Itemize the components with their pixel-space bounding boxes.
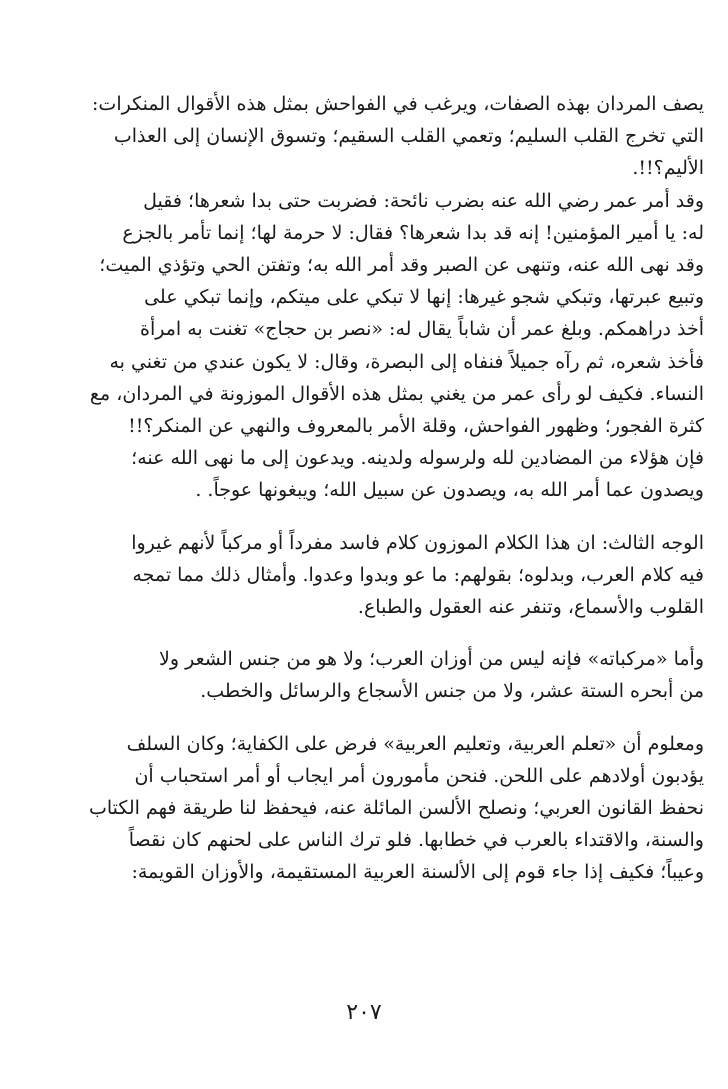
text-line: له: يا أمير المؤمنين! إنه قد بدا شعرها؟ فقال: لا حرمة لها؛ إنما تأمر بالجزع [122, 221, 704, 244]
text-line: نحفظ القانون العربي؛ ونصلح الألسن المائلة عنه، فيحفظ لنا طريقة فهم الكتاب [88, 797, 704, 820]
text-line: والسنة، والاقتداء بالعرب في خطابها. فلو ترك الناس على لحنهم كان نقصاً [128, 829, 704, 852]
text-line: وعيباً؛ فكيف إذا جاء قوم إلى الألسنة العربية المستقيمة، والأوزان القويمة: [131, 861, 704, 884]
text-line: وقد أمر عمر رضي الله عنه بضرب نائحة: فضربت حتى بدا شعرها؛ فقيل [143, 189, 704, 212]
text-line: فأخذ شعره، ثم رآه جميلاً فنفاه إلى البصرة، وقال: لا يكون عندي من تغني به [109, 350, 704, 373]
text-line: الوجه الثالث: ان هذا الكلام الموزون كلام فاسد مفرداً أو مركباً لأنهم غيروا [131, 531, 704, 554]
text-line: الأليم؟!!. [632, 157, 704, 180]
text-line: وقد نهى الله عنه، وتنهى عن الصبر وقد أمر الله به؛ وتفتن الحي وتؤذي الميت؛ [99, 254, 704, 277]
text-line: أخذ دراهمكم. وبلغ عمر أن شاباً يقال له: «نصر بن حجاج» تغنت به امرأة [140, 318, 704, 341]
text-line: وتبيع عبرتها، وتبكي شجو غيرها: إنها لا تبكي على ميتكم، وإنما تبكي على [144, 286, 704, 309]
text-line: التي تخرج القلب السليم؛ وتعمي القلب السقيم؛ وتسوق الإنسان إلى العذاب [113, 125, 704, 148]
text-line: فيه كلام العرب، وبدلوه؛ بقولهم: ما عو وبدوا وعدوا. وأمثال ذلك مما تمجه [132, 563, 704, 586]
text-line: النساء. فكيف لو رأى عمر من يغني بمثل هذه الأقوال الموزونة في المردان، مع [89, 382, 704, 405]
paragraph-4 [28, 643, 704, 707]
text-line: يؤدبون أولادهم على اللحن. فنحن مأمورون أمر ايجاب أو أمر استحباب أن [134, 764, 704, 787]
text-line: وأما «مركباته» فإنه ليس من أوزان العرب؛ ولا هو من جنس الشعر ولا [159, 648, 704, 671]
text-line: القلوب والأسماع، وتنفر عنه العقول والطباع. [357, 596, 704, 619]
text-line: كثرة الفجور؛ وظهور الفواحش، وقلة الأمر بالمعروف والنهي عن المنكر؟!! [128, 415, 704, 438]
paragraph-5 [28, 728, 704, 889]
text-line: من أبحره الستة عشر، ولا من جنس الأسجاع والرسائل والخطب. [200, 680, 704, 703]
paragraph-2 [28, 185, 704, 507]
page-body [28, 88, 704, 889]
text-line: ومعلوم أن «تعلم العربية، وتعليم العربية» فرض على الكفاية؛ وكان السلف [126, 732, 704, 755]
text-line: فإن هؤلاء من المضادين لله ولرسوله ولدينه. ويدعون إلى ما نهى الله عنه؛ [131, 447, 704, 470]
paragraph-1 [28, 88, 704, 185]
paragraph-3 [28, 527, 704, 624]
text-line: ويصدون عما أمر الله به، ويصدون عن سبيل الله؛ ويبغونها عوجاً. . [195, 479, 704, 502]
text-line: يصف المردان بهذه الصفات، ويرغب في الفواحش بمثل هذه الأقوال المنكرات: [92, 93, 704, 115]
page-number: ٢٠٧ [346, 1000, 382, 1025]
